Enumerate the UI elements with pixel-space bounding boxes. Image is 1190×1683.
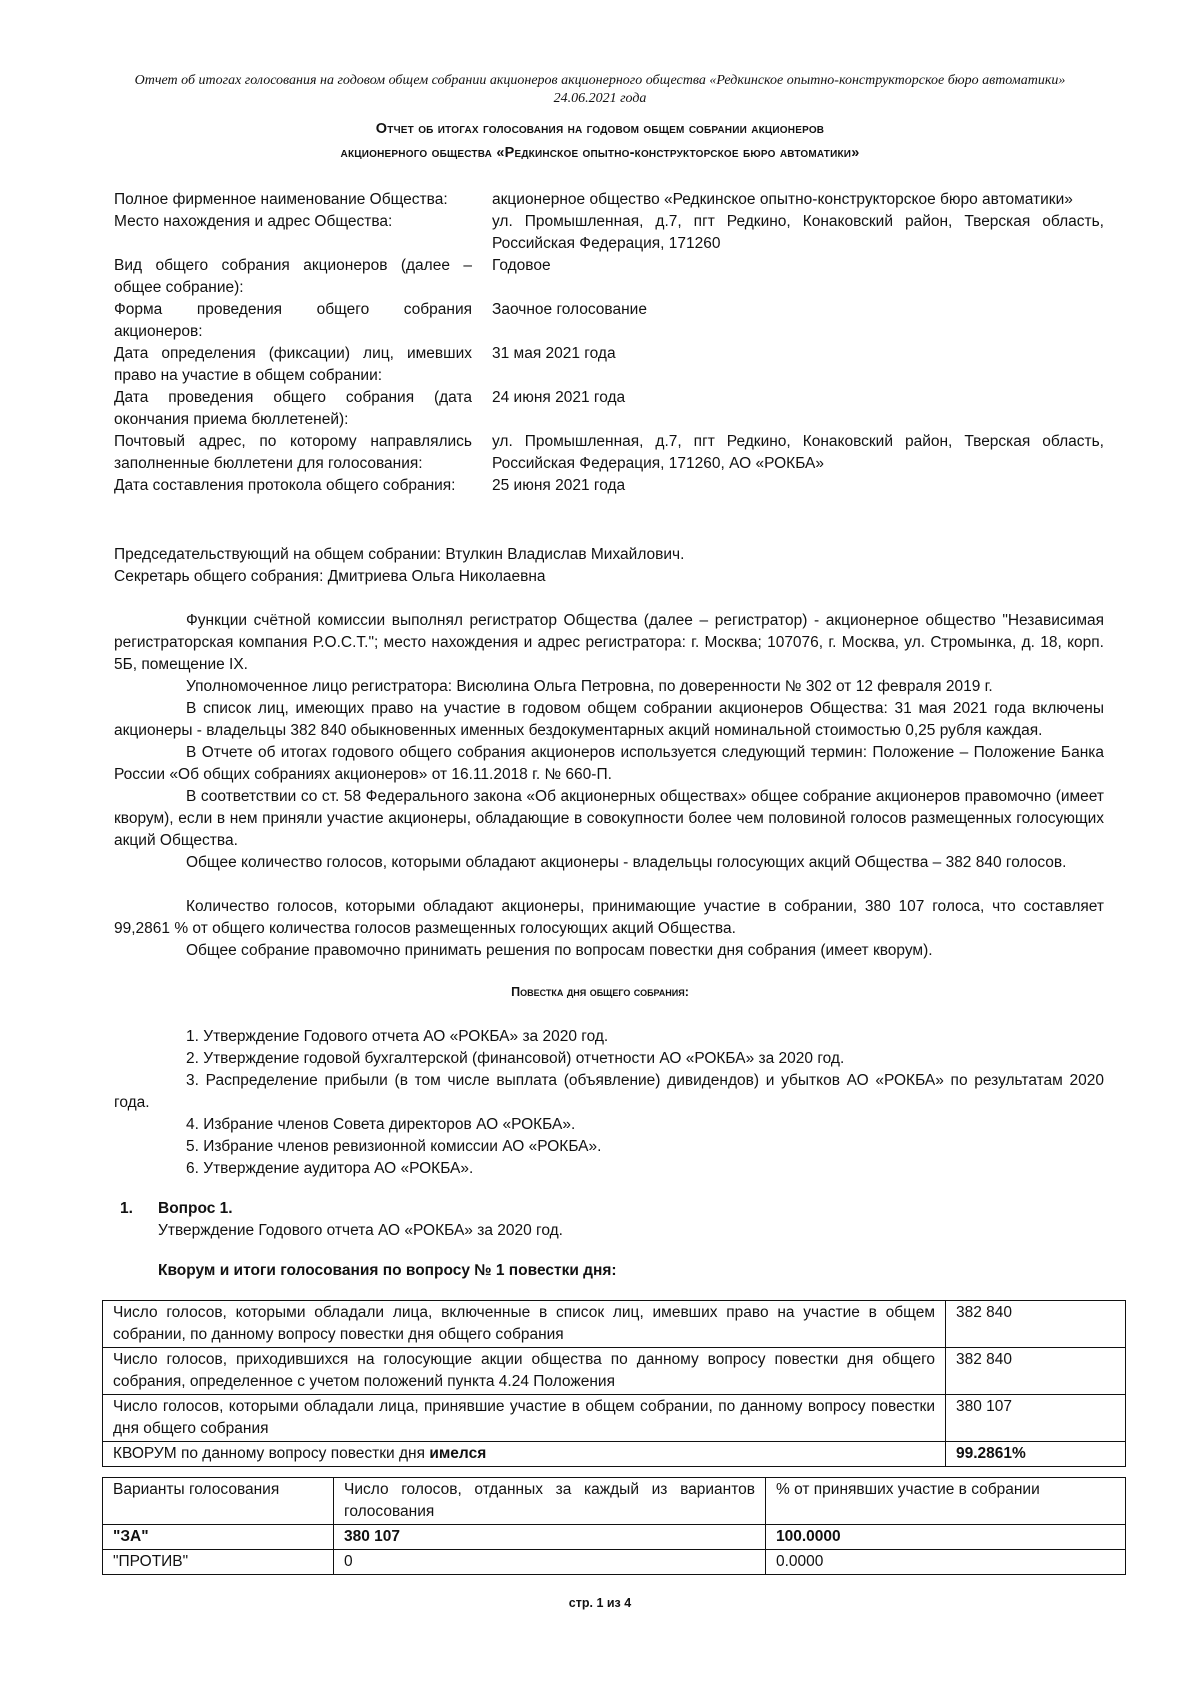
info-key: Место нахождения и адрес Общества: [114,213,393,230]
quorum-row-value: 382 840 [946,1348,1126,1395]
info-key: Дата проведения общего собрания (дата окончания приема бюллетеней): [114,389,472,428]
agenda-item: 3. Распределение прибыли (в том числе выплата (объявление) дивидендов) и убытков АО «РОКБА» по результатам 2020 года. [114,1072,1104,1111]
table-row [103,1525,1126,1550]
vote-option: "ПРОТИВ" [103,1550,334,1575]
info-row [114,475,1104,497]
paragraph-term-definition: В Отчете об итогах годового общего собрания акционеров используется следующий термин: Положение – Положение Банка России «Об общих собраниях акционеров» от 16.11.2018 г. № 660-П. [114,744,1104,783]
paragraph-shareholders-list: В список лиц, имеющих право на участие в годовом общем собрании акционеров Общества: 31 мая 2021 года включены акционеры - владельцы 382 840 обыкновенных именных бездокументарных акций номинальной стоимостью 0,25 рубля каждая. [114,700,1104,739]
vote-count: 380 107 [334,1525,766,1550]
quorum-row-value: 382 840 [946,1301,1126,1348]
page-number: стр. 1 из 4 [568,1596,632,1610]
info-key: Дата составления протокола общего собрания: [114,477,456,494]
info-value: ул. Промышленная, д.7, пгт Редкино, Конаковский район, Тверская область, Российская Федерация, 171260, АО «РОКБА» [492,433,1104,472]
table-row [103,1550,1126,1575]
vote-percent: 0.0000 [766,1550,1126,1575]
table-header-row [103,1478,1126,1525]
table-row [103,1301,1126,1348]
quorum-value: 99.2861% [946,1442,1126,1467]
info-row [114,343,1104,387]
vote-count: 0 [334,1550,766,1575]
question-label: Вопрос 1. [158,1200,233,1217]
info-key: Почтовый адрес, по которому направлялись заполненные бюллетени для голосования: [114,433,472,472]
agenda-item: 1. Утверждение Годового отчета АО «РОКБА» за 2020 год. [186,1028,609,1045]
info-row [114,299,1104,343]
votes-table [102,1477,1126,1575]
secretary-line: Секретарь общего собрания: Дмитриева Ольга Николаевна [114,568,546,585]
info-key: Дата определения (фиксации) лиц, имевших право на участие в общем собрании: [114,345,472,384]
info-row [114,255,1104,299]
quorum-row-label: Число голосов, которыми обладали лица, включенные в список лиц, имевших право на участие в общем собрании, по данному вопросу повестки дня общего собрания [103,1301,946,1348]
votes-header-percent: % от принявших участие в собрании [766,1478,1126,1525]
agenda-title: Повестка дня общего собрания: [511,985,689,999]
header-line-1: Отчет об итогах голосования на годовом общем собрании акционеров акционерного общества «Редкинское опытно-конструкторское бюро автоматики» [134,73,1066,88]
table-row [103,1442,1126,1467]
paragraph-total-votes: Общее количество голосов, которыми обладают акционеры - владельцы голосующих акций Общества – 382 840 голосов. [186,854,1067,871]
table-row [103,1348,1126,1395]
question-number: 1. [120,1200,133,1217]
paragraph-authorized-person: Уполномоченное лицо регистратора: Висюлина Ольга Петровна, по доверенности № 302 от 12 февраля 2019 г. [186,678,993,695]
chairman-line: Председательствующий на общем собрании: Втулкин Владислав Михайлович. [114,546,685,563]
vote-option: "ЗА" [103,1525,334,1550]
info-value: 24 июня 2021 года [492,389,626,406]
votes-header-count: Число голосов, отданных за каждый из вариантов голосования [334,1478,766,1525]
info-key: Вид общего собрания акционеров (далее – общее собрание): [114,257,472,296]
title-line-2: акционерного общества «Редкинское опытно-конструкторское бюро автоматики» [340,145,860,161]
info-row [114,431,1104,475]
results-title: Кворум и итоги голосования по вопросу № 1 повестки дня: [158,1262,617,1279]
agenda-list [114,1026,1104,1180]
header-line-2: 24.06.2021 года [553,91,647,106]
info-row [114,189,1104,211]
info-key: Полное фирменное наименование Общества: [114,191,448,208]
info-value: 25 июня 2021 года [492,477,626,494]
info-row [114,211,1104,255]
question-text: Утверждение Годового отчета АО «РОКБА» за 2020 год. [158,1222,563,1239]
company-info-table [114,189,1104,497]
title-line-1: Отчет об итогах голосования на годовом общем собрании акционеров [375,121,825,137]
agenda-item: 6. Утверждение аудитора АО «РОКБА». [186,1160,474,1177]
info-value: акционерное общество «Редкинское опытно-конструкторское бюро автоматики» [492,191,1073,208]
info-row [114,387,1104,431]
vote-percent: 100.0000 [766,1525,1126,1550]
quorum-label: КВОРУМ по данному вопросу повестки дня [113,1445,425,1462]
quorum-status: имелся [429,1445,487,1462]
info-value: Заочное голосование [492,301,647,318]
paragraph-participating-votes: Количество голосов, которыми обладают акционеры, принимающие участие в собрании, 380 107 голоса, что составляет 99,2861 % от общего количества голосов размещенных голосующих акций Общества. [114,898,1104,937]
quorum-table [102,1300,1126,1467]
info-value: Годовое [492,257,551,274]
info-key: Форма проведения общего собрания акционеров: [114,301,472,340]
quorum-row-value: 380 107 [946,1395,1126,1442]
quorum-row-label: Число голосов, приходившихся на голосующие акции общества по данному вопросу повестки дня общего собрания, определенное с учетом положений пункта 4.24 Положения [103,1348,946,1395]
paragraph-quorum-law: В соответствии со ст. 58 Федерального закона «Об акционерных обществах» общее собрание акционеров правомочно (имеет кворум), если в нем приняли участие акционеры, обладающие в совокупности более чем половиной голосов размещенных голосующих акций Общества. [114,788,1104,849]
paragraph-counting-commission: Функции счётной комиссии выполнял регистратор Общества (далее – регистратор) - акционерное общество "Независимая регистраторская компания Р.О.С.Т."; место нахождения и адрес регистратора: г. Москва; 107076, г. Москва, ул. Стромынка, д. 18, корп. 5Б, помещение IX. [114,612,1104,673]
paragraph-quorum-conclusion: Общее собрание правомочно принимать решения по вопросам повестки дня собрания (имеет кворум). [186,942,933,959]
table-row [103,1395,1126,1442]
agenda-item: 2. Утверждение годовой бухгалтерской (финансовой) отчетности АО «РОКБА» за 2020 год. [186,1050,845,1067]
agenda-item: 5. Избрание членов ревизионной комиссии АО «РОКБА». [186,1138,602,1155]
info-value: 31 мая 2021 года [492,345,616,362]
agenda-item: 4. Избрание членов Совета директоров АО «РОКБА». [186,1116,576,1133]
quorum-row-label: Число голосов, которыми обладали лица, принявшие участие в общем собрании, по данному вопросу повестки дня общего собрания [103,1395,946,1442]
quorum-label-cell [103,1442,946,1467]
page-header [100,72,1100,108]
votes-header-option: Варианты голосования [103,1478,334,1525]
question-text-block [158,1198,1058,1242]
info-value: ул. Промышленная, д.7, пгт Редкино, Конаковский район, Тверская область, Российская Федерация, 171260 [492,213,1104,252]
